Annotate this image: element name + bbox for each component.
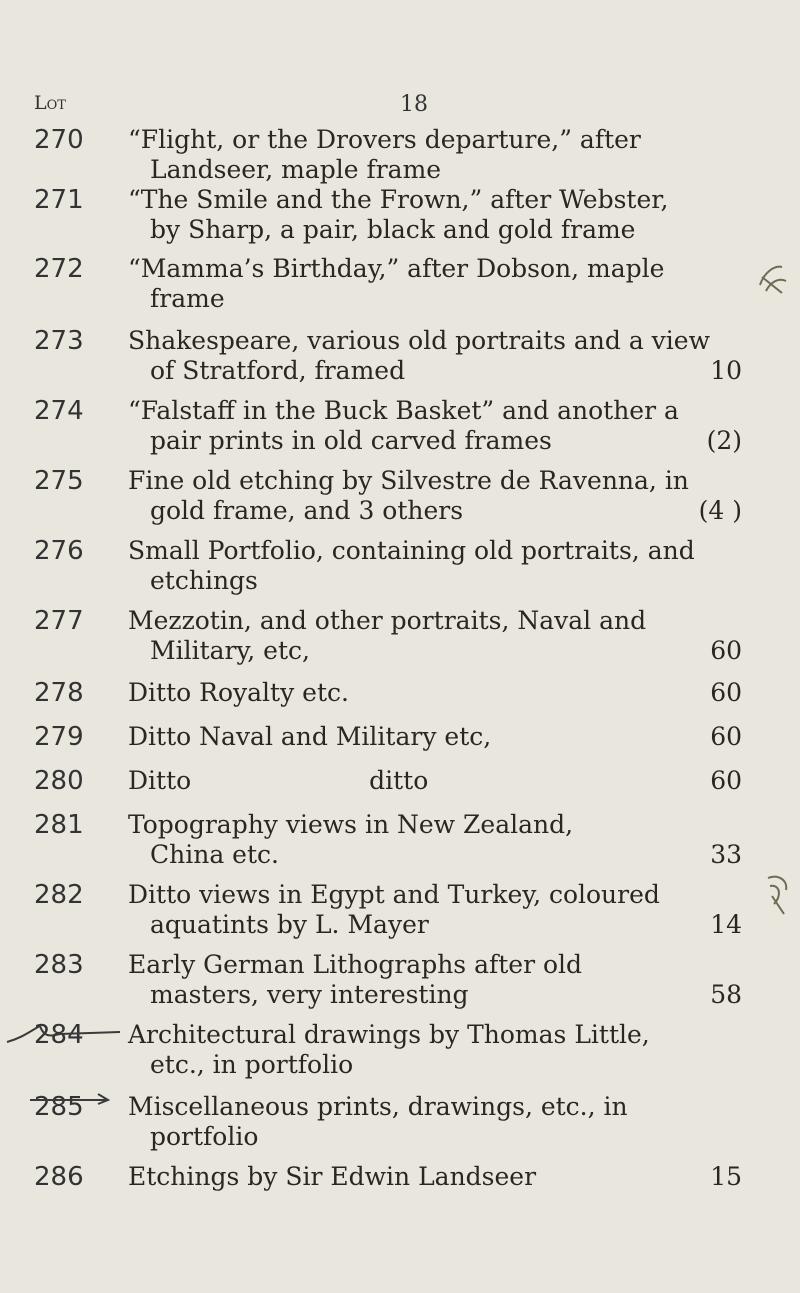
lot-count: 60: [710, 636, 742, 665]
lot-description-line: pair prints in old carved frames: [150, 426, 552, 455]
lot-description-line: Etchings by Sir Edwin Landseer: [128, 1162, 537, 1191]
pencil-arrow-mark: [28, 1090, 128, 1110]
lot-number: 271: [34, 185, 84, 215]
lot-description-line: Architectural drawings by Thomas Little,: [128, 1020, 650, 1049]
lot-number: 278: [34, 678, 84, 708]
lot-count: (4 ): [698, 496, 742, 525]
lot-description-line: frame: [150, 284, 225, 313]
lot-description: [128, 880, 742, 940]
lot-number: 286: [34, 1162, 84, 1192]
lot-description: [128, 678, 742, 708]
lot-description-line: Ditto Royalty etc.: [128, 678, 349, 707]
lot-description-line: Shakespeare, various old portraits and a view: [128, 326, 710, 355]
lot-description-line: Fine old etching by Silvestre de Ravenna, in: [128, 466, 689, 495]
lot-description-line: “Flight, or the Drovers departure,” after: [128, 125, 641, 154]
lot-description: [128, 396, 742, 456]
lot-description-line: Small Portfolio, containing old portraits, and: [128, 536, 695, 565]
lot-number: 275: [34, 466, 84, 496]
lot-count: 60: [710, 766, 742, 795]
lot-number: 280: [34, 766, 84, 796]
lot-description-line: Topography views in New Zealand,: [128, 810, 574, 839]
lot-description-line: “The Smile and the Frown,” after Webster,: [128, 185, 669, 214]
lot-number: 281: [34, 810, 84, 840]
lot-number: 283: [34, 950, 84, 980]
lot-description-line: etchings: [150, 566, 258, 595]
lot-description-line: masters, very interesting: [150, 980, 469, 1009]
lot-count: 33: [710, 840, 742, 869]
lot-count: 15: [710, 1162, 742, 1191]
lot-description-line: gold frame, and 3 others: [150, 496, 464, 525]
lot-description: [128, 254, 742, 314]
lot-count: (2): [706, 426, 742, 455]
lot-description-line: Early German Lithographs after old: [128, 950, 583, 979]
page-number: 18: [400, 92, 428, 117]
lot-number: 270: [34, 125, 84, 155]
lot-description-line: Landseer, maple frame: [150, 155, 442, 184]
lot-description-line: Mezzotin, and other portraits, Naval and: [128, 606, 647, 635]
lot-description-line: Ditto ditto: [128, 766, 429, 795]
lot-description-line: etc., in portfolio: [150, 1050, 354, 1079]
lot-description-line: of Stratford, framed: [150, 356, 406, 385]
lot-number: 279: [34, 722, 84, 752]
lot-number: 277: [34, 606, 84, 636]
lot-description: [128, 466, 742, 526]
lot-count: 58: [710, 980, 742, 1009]
lot-description: [128, 722, 742, 752]
lot-description: [128, 950, 742, 1010]
lot-count: 14: [710, 910, 742, 939]
lot-number: 282: [34, 880, 84, 910]
pencil-scribble-mark: [762, 870, 798, 918]
pencil-scribble-mark: [752, 255, 792, 300]
lot-number: 276: [34, 536, 84, 566]
lot-description: [128, 1092, 742, 1152]
lot-description-line: by Sharp, a pair, black and gold frame: [150, 215, 636, 244]
lot-count: 60: [710, 722, 742, 751]
lot-description: [128, 1162, 742, 1192]
lot-description-line: aquatints by L. Mayer: [150, 910, 429, 939]
lot-number: 285: [34, 1092, 84, 1122]
lot-description: [128, 766, 742, 796]
lot-description: [128, 810, 742, 870]
lot-description: [128, 326, 742, 386]
lot-description-line: portfolio: [150, 1122, 259, 1151]
lot-count: 60: [710, 678, 742, 707]
lot-description-line: China etc.: [150, 840, 279, 869]
lot-number: 273: [34, 326, 84, 356]
lot-description-line: Military, etc,: [150, 636, 310, 665]
lot-description: [128, 1020, 742, 1080]
lot-description: [128, 606, 742, 666]
lot-description-line: Ditto Naval and Military etc,: [128, 722, 492, 751]
lot-description-line: Ditto views in Egypt and Turkey, coloured: [128, 880, 660, 909]
lot-description: [128, 536, 742, 596]
lot-description-line: “Mamma’s Birthday,” after Dobson, maple: [128, 254, 665, 283]
lot-description-line: “Falstaff in the Buck Basket” and another a: [128, 396, 679, 425]
lot-number: 274: [34, 396, 84, 426]
lot-description-line: Miscellaneous prints, drawings, etc., in: [128, 1092, 628, 1121]
pencil-arrow-mark: [2, 1020, 127, 1055]
lot-column-header: Lot: [34, 92, 66, 114]
lot-number: 272: [34, 254, 84, 284]
lot-number: 284: [34, 1020, 84, 1050]
lot-description: [128, 125, 742, 185]
lot-description: [128, 185, 742, 245]
lot-count: 10: [710, 356, 742, 385]
